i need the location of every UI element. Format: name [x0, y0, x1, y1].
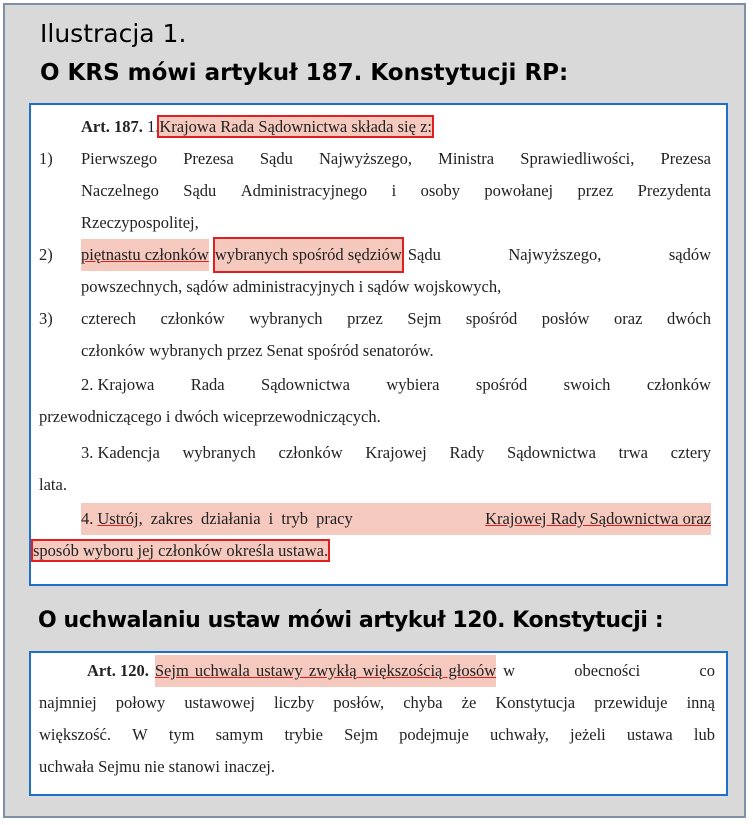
word: osoby [420, 181, 460, 200]
word: uchwały, [489, 725, 549, 744]
word: trwa [618, 443, 648, 462]
word: posłów, [333, 693, 385, 712]
heading-art187: O KRS mówi artykuł 187. Konstytucji RP: [40, 60, 569, 86]
word: trybie [284, 725, 323, 744]
word: i [391, 181, 397, 200]
item2-line1 [81, 239, 711, 271]
word: Pierwszego [81, 149, 158, 168]
word: jeżeli [570, 725, 606, 744]
word: inną [686, 693, 715, 712]
word: wybranych [249, 309, 323, 328]
word: Najwyższego, [508, 245, 602, 264]
para2-line2: przewodniczącego i dwóch wiceprzewodniczących. [39, 407, 381, 426]
highlight-statute: sposób wyboru jej członków określa ustawa. [33, 541, 329, 560]
art-label: Art. 120. [87, 661, 149, 680]
word: połowy [115, 693, 166, 712]
art120-line1 [87, 655, 715, 687]
item-number: 1) [39, 149, 53, 168]
item1-line3: Rzeczypospolitej, [81, 213, 199, 232]
word: Prezesa [183, 149, 234, 168]
word: przez [347, 309, 383, 328]
word: spośród [475, 375, 528, 394]
item1-line1 [81, 143, 711, 175]
word: Rady [449, 443, 485, 462]
word: Krajowej [365, 443, 427, 462]
word: członków [646, 375, 711, 394]
word: wybiera [386, 375, 440, 394]
word: lub [693, 725, 715, 744]
word: czterech [81, 309, 136, 328]
word: podejmuje [399, 725, 469, 744]
word: W [132, 725, 148, 744]
word: Administracyjnego [240, 181, 368, 200]
word: Rada [190, 375, 225, 394]
para3-line1 [81, 437, 711, 469]
para-number: 4. [81, 509, 94, 528]
art120-line1-rest [503, 655, 715, 687]
word: Konstytucja [495, 693, 576, 712]
word: Sądu [183, 181, 217, 200]
word: Sejm [407, 309, 442, 328]
word: liczby [274, 693, 315, 712]
para2-line1 [81, 369, 711, 401]
art-label: Art. 187. [81, 117, 143, 136]
item2-line2: powszechnych, sądów administracyjnych i sądów wojskowych, [81, 277, 502, 296]
art187-box [29, 103, 728, 586]
highlight-fifteen-members: piętnastu członków [81, 239, 209, 271]
word: wybranych [182, 443, 256, 462]
word: Najwyższego, [318, 149, 412, 168]
word: oraz [614, 309, 643, 328]
highlight-krs-composition: Krajowa Rada Sądownictwa składa się z: [159, 117, 432, 136]
caption: Ilustracja 1. [40, 19, 187, 48]
word: członków [278, 443, 343, 462]
word: Prezydenta [637, 181, 711, 200]
item1-line2 [81, 175, 711, 207]
para4-krs: Krajowej Rady Sądownictwa oraz [485, 509, 711, 528]
word: Sejm [344, 725, 378, 744]
para-number: 1. [146, 117, 160, 136]
art120-box [29, 651, 728, 796]
word: sądów [668, 245, 711, 264]
para4-line1 [81, 503, 711, 535]
art187-para1 [81, 111, 432, 143]
word: swoich [563, 375, 611, 394]
word: Ministra [438, 149, 495, 168]
item-number: 3) [39, 309, 53, 328]
word: tym [168, 725, 195, 744]
word: że [461, 693, 477, 712]
para4-scope: zakres działania i tryb pracy [150, 509, 353, 528]
item3-line1 [81, 303, 711, 335]
word: większość. [39, 725, 111, 744]
word: ustawa [626, 725, 673, 744]
word: spośród [465, 309, 518, 328]
word: powołanej [484, 181, 554, 200]
word: Sądownictwa [261, 375, 350, 394]
art120-line4: uchwała Sejmu nie stanowi inaczej. [39, 757, 275, 776]
word: 2. Krajowa [81, 375, 155, 394]
word: cztery [670, 443, 711, 462]
word: dwóch [666, 309, 711, 328]
word: Sądu [259, 149, 293, 168]
para4-system: Ustrój, [97, 509, 143, 528]
word: najmniej [39, 693, 97, 712]
heading-art120: O uchwalaniu ustaw mówi artykuł 120. Konstytucji : [38, 608, 664, 633]
word: Sprawiedliwości, [520, 149, 635, 168]
para4-line2 [33, 535, 328, 567]
word: chyba [403, 693, 443, 712]
highlight-chosen-from-judges: wybranych spośród sędziów [215, 239, 402, 271]
word: samym [215, 725, 264, 744]
word: co [699, 661, 715, 680]
item-number: 2) [39, 245, 53, 264]
word: Sądownictwa [507, 443, 596, 462]
item2-rest [408, 239, 711, 271]
word: posłów [541, 309, 590, 328]
word: przewiduje [594, 693, 668, 712]
item3-line2: członków wybranych przez Senat spośród senatorów. [81, 341, 434, 360]
word: 3. Kadencja [81, 443, 160, 462]
word: Prezesa [660, 149, 711, 168]
highlight-simple-majority: Sejm uchwala ustawy zwykłą większością głosów [155, 655, 496, 687]
word: ustawowej [184, 693, 255, 712]
word: Naczelnego [81, 181, 159, 200]
word: Sądu [407, 245, 441, 264]
art120-line3 [39, 719, 715, 751]
para3-line2: lata. [39, 475, 67, 494]
word: w [503, 661, 516, 680]
word: członków [160, 309, 225, 328]
art120-line2 [39, 687, 715, 719]
word: obecności [574, 661, 641, 680]
word: przez [577, 181, 614, 200]
